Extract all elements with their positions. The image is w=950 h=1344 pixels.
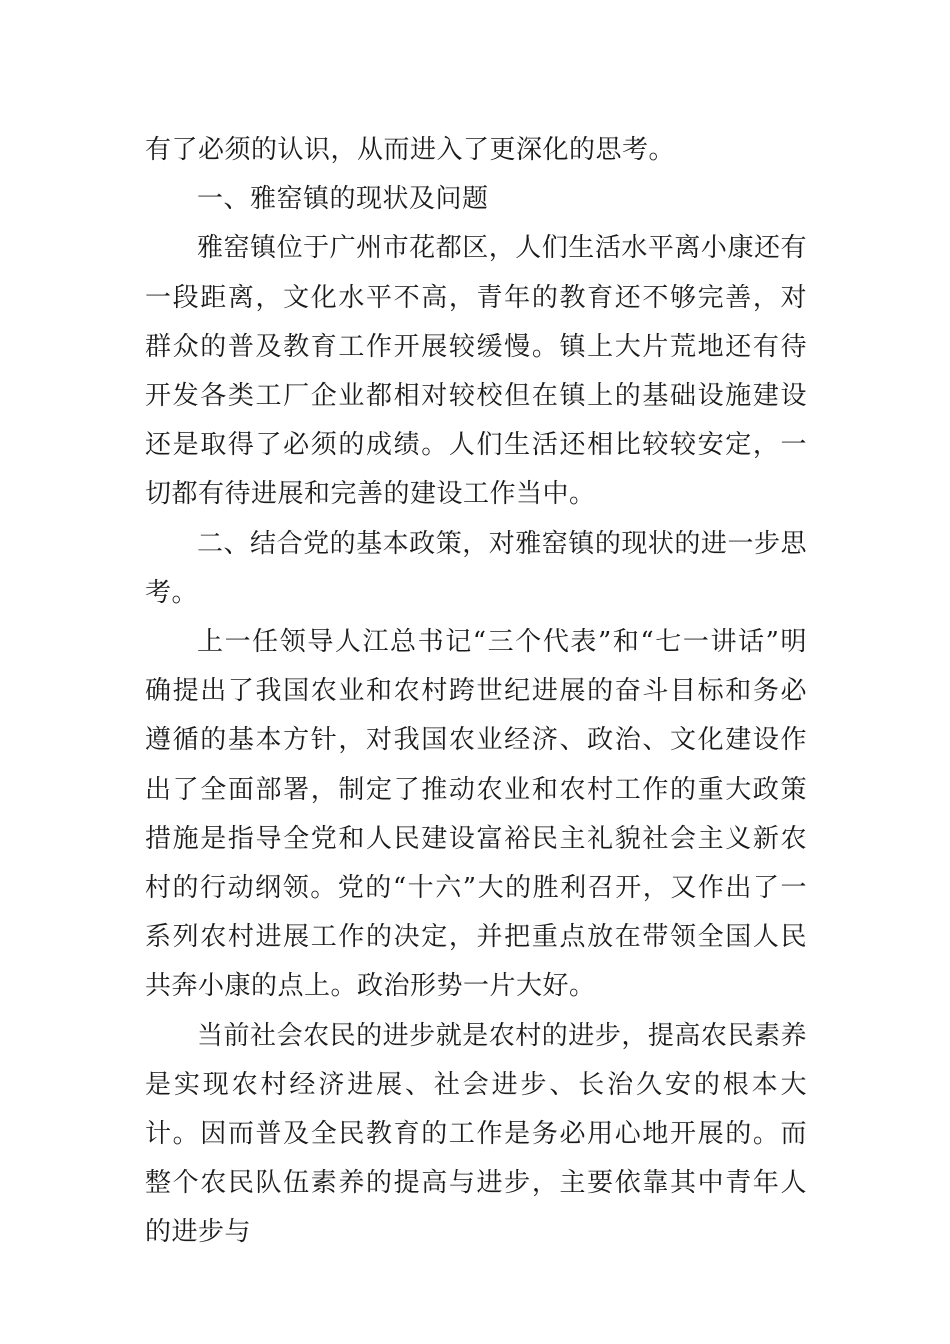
- paragraph-party-policy: 上一任领导人江总书记“三个代表”和“七一讲话”明确提出了我国农业和农村跨世纪进展的奋斗目标和务必遵循的基本方针，对我国农业经济、政治、文化建设作出了全面部署，制定了推动农业和农村工作的重大政策措施是指导全党和人民建设富裕民主礼貌社会主义新农村的行动纲领。党的“十六”大的胜利召开，又作出了一系列农村进展工作的决定，并把重点放在带领全国人民共奔小康的点上。政治形势一片大好。: [145, 627, 807, 1002]
- section-heading-2: 二、结合党的基本政策，对雅窑镇的现状的进一步思考。: [145, 528, 807, 608]
- section-heading-1: 一、雅窑镇的现状及问题: [197, 184, 489, 215]
- paragraph-continuation: 有了必须的认识，从而进入了更深化的思考。: [145, 135, 676, 165]
- paragraph-town-status: 雅窑镇位于广州市花都区，人们生活水平离小康还有一段距离，文化水平不高，青年的教育还不够完善，对群众的普及教育工作开展较缓慢。镇上大片荒地还有待开发各类工厂企业都相对较校但在镇上的基础设施建设还是取得了必须的成绩。人们生活还相比较较安定，一切都有待进展和完善的建设工作当中。: [145, 233, 807, 510]
- document-page: [145, 126, 807, 1258]
- paragraph-farmer-education: 当前社会农民的进步就是农村的进步，提高农民素养是实现农村经济进展、社会进步、长治久安的根本大计。因而普及全民教育的工作是务必用心地开展的。而整个农民队伍素养的提高与进步，主要依靠其中青年人的进步与: [145, 1020, 807, 1248]
